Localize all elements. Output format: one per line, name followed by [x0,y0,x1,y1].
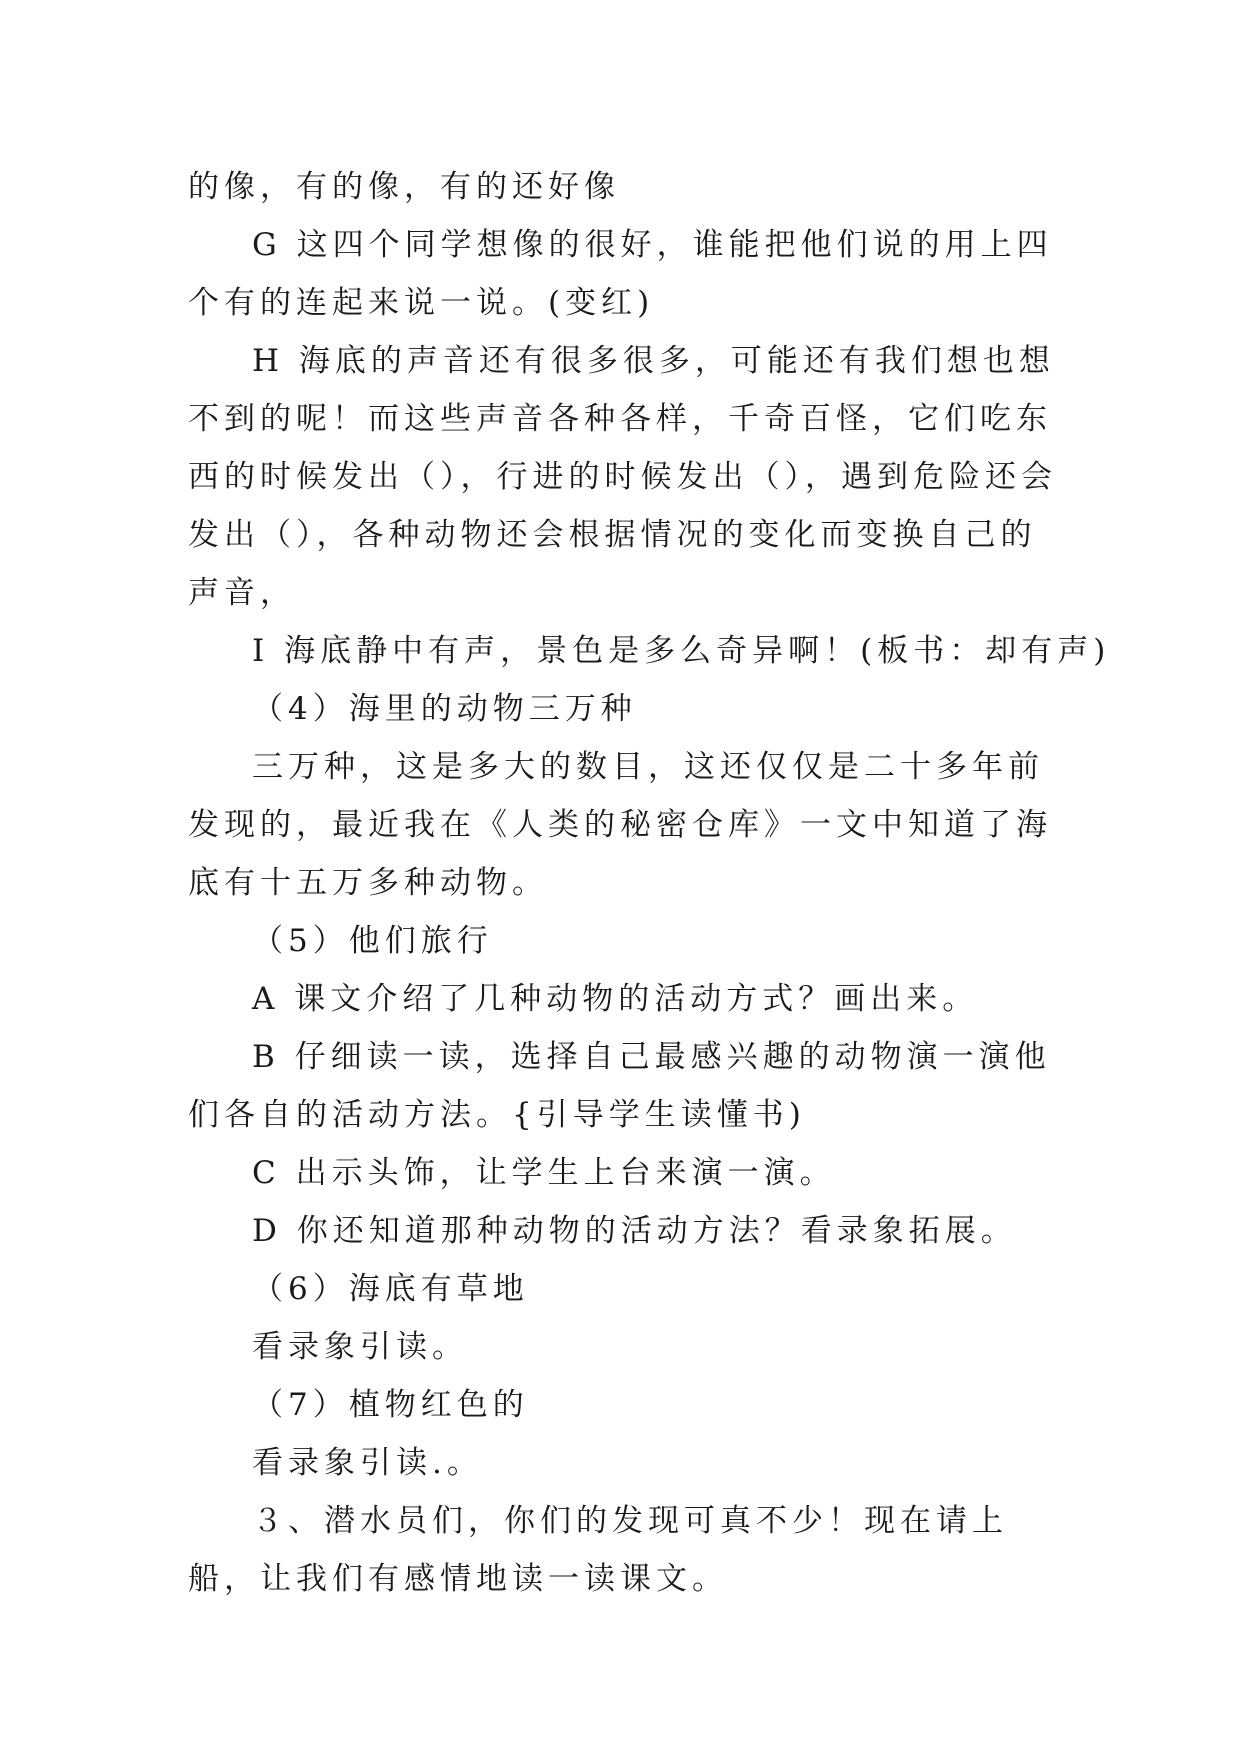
paragraph-h: H 海底的声音还有很多很多，可能还有我们想也想不到的呢！而这些声音各种各样，千奇百怪，它们吃东西的时候发出（），行进的时候发出（），遇到危险还会发出（），各种动物还会根据情况的变化而变换自己的声音， [188,343,1057,611]
heading-6: （6）海底有草地 [252,1271,529,1307]
paragraph-d: D 你还知道那种动物的活动方法？看录象拓展。 [252,1213,1017,1249]
paragraph-g: G 这四个同学想像的很好，谁能把他们说的用上四个有的连起来说一说。(变红) [188,227,1053,321]
paragraph-3: ３、潜水员们，你们的发现可真不少！现在请上船，让我们有感情地读一读课文。 [188,1503,1008,1597]
heading-5: （5）他们旅行 [252,923,493,959]
heading-7: （7）植物红色的 [252,1387,529,1423]
paragraph-video-reading-1: 看录象引读。 [252,1329,468,1365]
document-body [188,158,1111,1608]
paragraph-video-reading-2: 看录象引读.。 [252,1445,483,1481]
heading-4: （4）海里的动物三万种 [252,691,637,727]
paragraph-b: B 仔细读一读，选择自己最感兴趣的动物演一演他们各自的活动方法。{引导学生读懂书) [188,1039,1051,1133]
paragraph-i: I 海底静中有声，景色是多么奇异啊！(板书：却有声) [252,633,1111,669]
paragraph-a: A 课文介绍了几种动物的活动方式？画出来。 [252,981,979,1017]
paragraph-thirty-thousand: 三万种，这是多大的数目，这还仅仅是二十多年前发现的，最近我在《人类的秘密仓库》一文中知道了海底有十五万多种动物。 [188,749,1052,901]
paragraph-c: C 出示头饰，让学生上台来演一演。 [252,1155,836,1191]
paragraph-continuation: 的像，有的像，有的还好像 [188,169,620,205]
